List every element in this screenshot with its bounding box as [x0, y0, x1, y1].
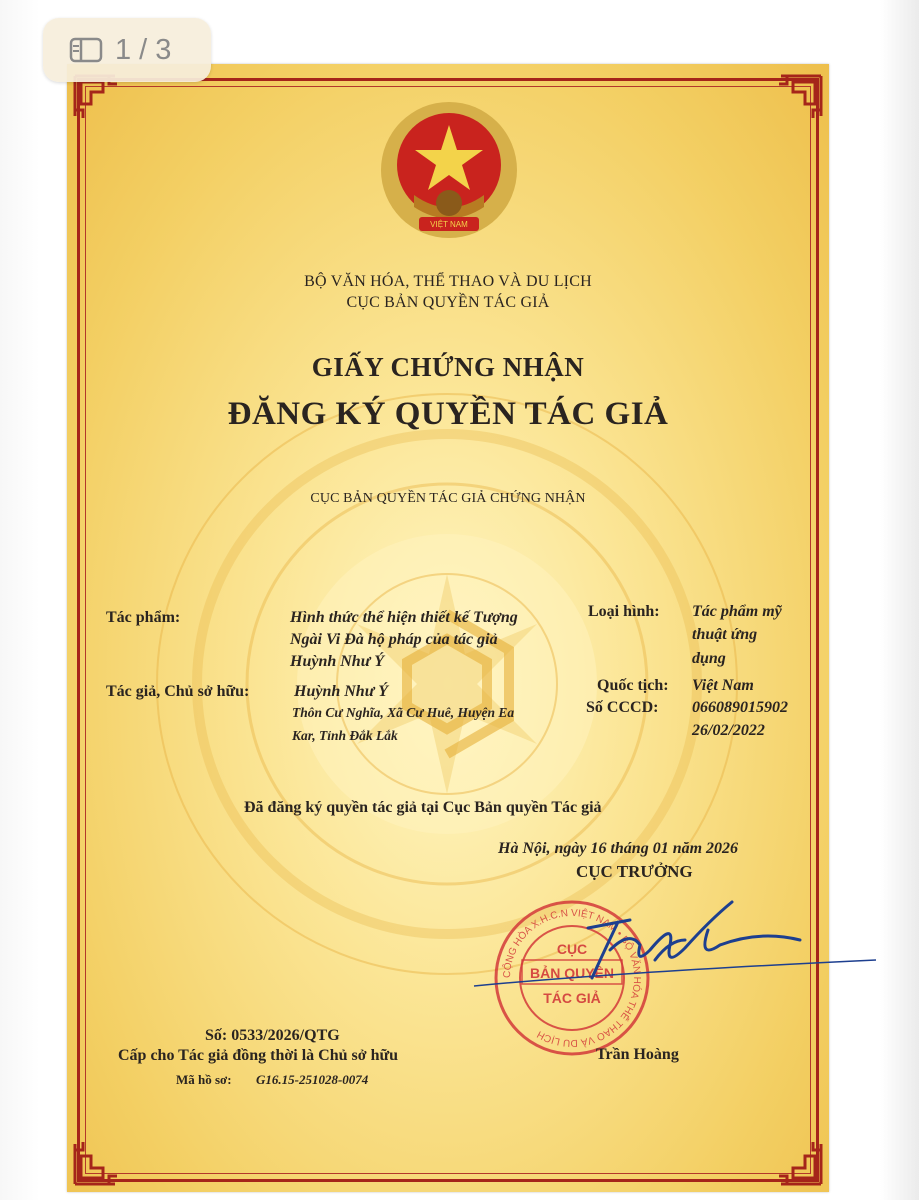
work-type-label: Loại hình:: [588, 603, 660, 620]
page-indicator[interactable]: [43, 18, 211, 82]
author-address-line1: Thôn Cư Nghĩa, Xã Cư Huê, Huyện Ea: [292, 705, 515, 720]
stamp-line3: TÁC GIẢ: [543, 990, 601, 1006]
nationality-label: Quốc tịch:: [597, 677, 669, 694]
author-address-line2: Kar, Tỉnh Đắk Lắk: [292, 728, 398, 743]
author-owner-label: Tác giả, Chủ sở hữu:: [106, 683, 250, 700]
corner-ornament-bottom-left: [69, 1130, 129, 1190]
id-number-label: Số CCCD:: [586, 699, 659, 716]
issued-to: Cấp cho Tác giả đồng thời là Chủ sở hữu: [118, 1047, 398, 1064]
id-issue-date: 26/02/2022: [692, 722, 765, 739]
document-pages-icon: [69, 37, 103, 63]
director-title: CỤC TRƯỞNG: [576, 862, 693, 881]
certificate-number: Số: 0533/2026/QTG: [205, 1027, 340, 1044]
page-indicator-text: 1 / 3: [115, 33, 172, 66]
stamp-ring-text: CỘNG HÒA X.H.C.N VIỆT NAM • BỘ VĂN HÓA THỂ THAO VÀ DU LỊCH: [501, 907, 643, 1049]
stamp-line1: CỤC: [556, 941, 588, 957]
work-type-line3: dụng: [692, 650, 726, 667]
id-number-value: 066089015902: [692, 699, 788, 716]
author-name: Huỳnh Như Ý: [294, 683, 389, 700]
work-value-line3: Huỳnh Như Ý: [290, 653, 385, 670]
certificate-title-line2: ĐĂNG KÝ QUYỀN TÁC GIẢ: [227, 396, 669, 432]
work-type-line1: Tác phẩm mỹ: [692, 603, 782, 620]
nationality-value: Việt Nam: [692, 677, 754, 694]
registration-statement: Đã đăng ký quyền tác giả tại Cục Bản quyền Tác giả: [244, 799, 602, 816]
director-signature: [470, 890, 880, 1000]
work-type-line2: thuật ứng: [692, 626, 758, 643]
stamp-line2: BẢN QUYỀN: [529, 965, 615, 981]
work-value-line1: Hình thức thể hiện thiết kế Tượng: [290, 609, 518, 626]
corner-ornament-bottom-right: [767, 1130, 827, 1190]
emblem-banner-text: VIỆT NAM: [430, 220, 468, 229]
certificate-title-line1: GIẤY CHỨNG NHẬN: [311, 352, 585, 382]
work-value-line2: Ngài Vi Đà hộ pháp của tác giả: [290, 631, 498, 648]
department-name: CỤC BẢN QUYỀN TÁC GIẢ: [346, 294, 550, 311]
ministry-name: BỘ VĂN HÓA, THỂ THAO VÀ DU LỊCH: [304, 273, 592, 290]
file-number-value: G16.15-251028-0074: [256, 1072, 369, 1087]
work-label: Tác phẩm:: [106, 609, 181, 626]
file-number-label: Mã hồ sơ:: [176, 1072, 232, 1087]
corner-ornament-top-right: [767, 70, 827, 130]
signer-name: Trần Hoàng: [596, 1046, 679, 1063]
certification-statement: CỤC BẢN QUYỀN TÁC GIẢ CHỨNG NHẬN: [310, 491, 586, 506]
national-emblem: [374, 95, 524, 245]
issue-date-place: Hà Nội, ngày 16 tháng 01 năm 2026: [498, 840, 739, 857]
